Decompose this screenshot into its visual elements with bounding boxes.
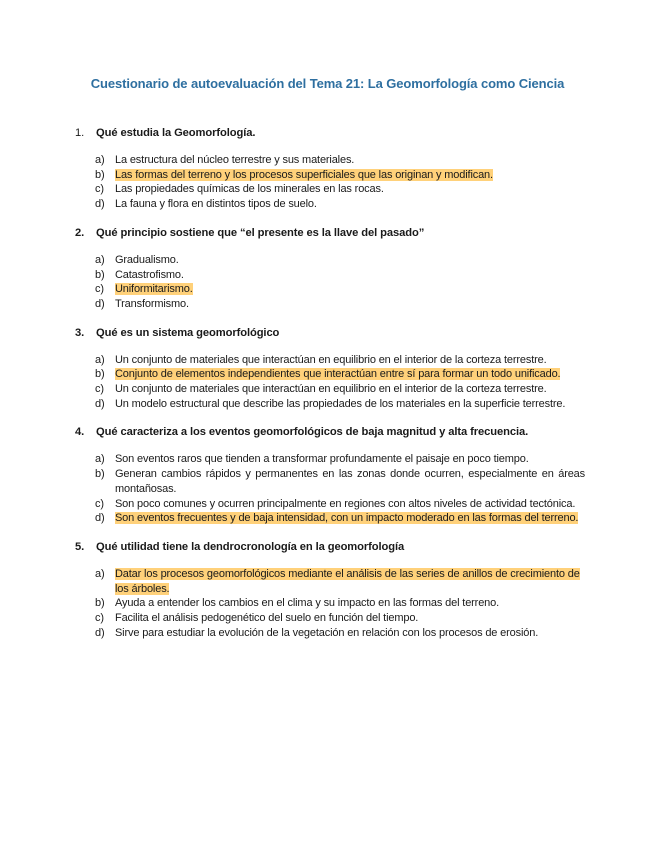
option-letter: c): [95, 183, 104, 196]
option-1b: [75, 168, 585, 183]
option-letter: d): [95, 397, 105, 410]
question-number: 4.: [75, 426, 85, 439]
option-text: Son poco comunes y ocurren principalmente en regiones con altos niveles de actividad tectónica.: [115, 497, 576, 510]
option-letter: a): [95, 353, 105, 366]
option-list: [75, 452, 585, 526]
option-letter: b): [95, 468, 105, 481]
question-heading: [75, 326, 585, 341]
option-letter: a): [95, 154, 105, 166]
option-letter: a): [95, 453, 105, 466]
option-list: [75, 567, 585, 641]
option-letter: b): [95, 268, 105, 281]
option-4d: [75, 511, 585, 526]
option-letter: a): [95, 253, 105, 266]
option-letter: d): [95, 626, 105, 639]
option-text: Son eventos raros que tienden a transformar profundamente el paisaje en poco tiempo.: [115, 453, 529, 466]
option-text: La estructura del núcleo terrestre y sus materiales.: [115, 154, 355, 166]
option-3c: [75, 382, 585, 397]
question-heading: [75, 540, 585, 555]
option-letter: c): [95, 283, 104, 296]
option-1c: [75, 182, 585, 197]
option-text: La fauna y flora en distintos tipos de suelo.: [115, 198, 317, 211]
option-text: Las propiedades químicas de los minerales en las rocas.: [115, 183, 384, 196]
option-letter: a): [95, 567, 105, 580]
option-text-highlighted: Son eventos frecuentes y de baja intensidad, con un impacto moderado en las formas del terreno.: [115, 512, 579, 525]
question-3: [75, 326, 585, 412]
question-1: [75, 126, 585, 212]
option-text: Generan cambios rápidos y permanentes en las zonas donde ocurren, especialmente en áreas montañosas.: [115, 468, 585, 495]
question-text: Qué caracteriza a los eventos geomorfológicos de baja magnitud y alta frecuencia.: [96, 426, 529, 439]
question-heading: [75, 226, 585, 241]
option-2d: [75, 297, 585, 312]
question-5: [75, 540, 585, 641]
option-1d: [75, 197, 585, 212]
option-3d: [75, 397, 585, 412]
question-2: [75, 226, 585, 312]
question-number: 1.: [75, 127, 85, 139]
option-letter: c): [95, 383, 104, 396]
option-text: Un modelo estructural que describe las propiedades de los materiales en la superficie terrestre.: [115, 397, 566, 410]
option-list: [75, 253, 585, 312]
option-3a: [75, 353, 585, 368]
option-1a: [75, 153, 585, 168]
option-2a: [75, 253, 585, 268]
option-letter: c): [95, 497, 104, 510]
question-number: 3.: [75, 326, 85, 339]
question-number: 5.: [75, 540, 85, 553]
option-5d: [75, 626, 585, 641]
option-2b: [75, 268, 585, 283]
option-4a: [75, 452, 585, 467]
option-text: Un conjunto de materiales que interactúan en equilibrio en el interior de la corteza terrestre.: [115, 353, 547, 366]
option-letter: b): [95, 168, 105, 181]
option-text: Facilita el análisis pedogenético del suelo en función del tiempo.: [115, 612, 419, 625]
question-text: Qué estudia la Geomorfología.: [96, 127, 256, 139]
question-text: Qué es un sistema geomorfológico: [96, 326, 280, 339]
question-heading: [75, 425, 585, 440]
option-text-highlighted: Datar los procesos geomorfológicos mediante el análisis de las series de anillos de crecimiento de los árboles.: [115, 567, 580, 595]
question-number: 2.: [75, 226, 85, 239]
option-list: [75, 353, 585, 412]
option-text: Transformismo.: [115, 297, 189, 310]
question-4: [75, 425, 585, 526]
option-list: [75, 153, 585, 212]
option-5c: [75, 611, 585, 626]
option-letter: c): [95, 612, 104, 625]
option-text: Ayuda a entender los cambios en el clima y su impacto en las formas del terreno.: [115, 597, 500, 610]
document-title: Cuestionario de autoevaluación del Tema 21: La Geomorfología como Ciencia: [90, 76, 565, 91]
option-text-highlighted: Las formas del terreno y los procesos superficiales que las originan y modifican.: [115, 168, 493, 181]
option-text: Gradualismo.: [115, 253, 179, 266]
option-text: Catastrofismo.: [115, 268, 184, 281]
option-letter: b): [95, 368, 105, 381]
option-3b: [75, 367, 585, 382]
option-text-highlighted: Conjunto de elementos independientes que interactúan entre sí para formar un todo unificado.: [115, 368, 561, 381]
option-5b: [75, 596, 585, 611]
option-2c: [75, 282, 585, 297]
option-4c: [75, 497, 585, 512]
option-text: Un conjunto de materiales que interactúan en equilibrio en el interior de la corteza terrestre.: [115, 383, 547, 396]
option-4b: [75, 467, 585, 496]
question-heading: [75, 126, 585, 141]
option-letter: d): [95, 297, 105, 310]
question-text: Qué principio sostiene que “el presente es la llave del pasado”: [96, 226, 425, 239]
option-5a: [75, 567, 585, 596]
option-text: Sirve para estudiar la evolución de la vegetación en relación con los procesos de erosión.: [115, 626, 539, 639]
option-letter: b): [95, 597, 105, 610]
option-letter: d): [95, 198, 105, 211]
question-list: [75, 126, 585, 654]
question-text: Qué utilidad tiene la dendrocronología en la geomorfología: [96, 540, 405, 553]
option-text-highlighted: Uniformitarismo.: [115, 283, 193, 296]
option-letter: d): [95, 512, 105, 525]
